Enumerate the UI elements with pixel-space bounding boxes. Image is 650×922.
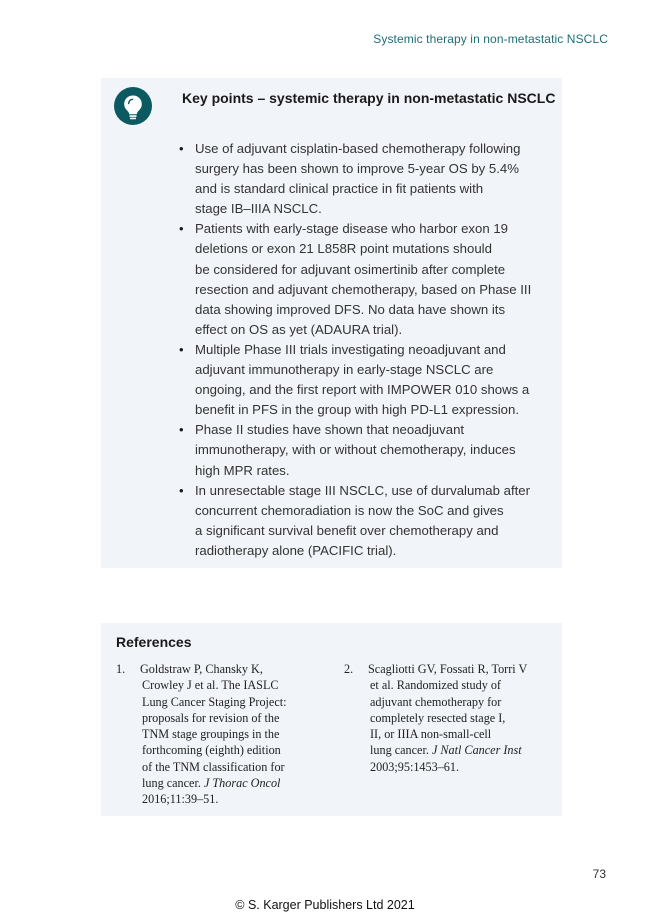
- key-points-box: [101, 78, 562, 568]
- key-point-line: Patients with early-stage disease who harbor exon 19: [195, 221, 509, 237]
- key-point-line: a significant survival benefit over chemotherapy and: [195, 522, 499, 538]
- bullet-dot: •: [179, 482, 184, 498]
- reference-text: [370, 661, 540, 775]
- key-point-line: be considered for adjuvant osimertinib after complete: [195, 261, 506, 277]
- reference-line: et al. Randomized study of: [370, 678, 501, 693]
- reference-line: of the TNM classification for: [142, 759, 285, 774]
- key-point-line: adjuvant immunotherapy in early-stage NSCLC are: [195, 362, 494, 378]
- key-point-line: Use of adjuvant cisplatin-based chemotherapy following: [195, 141, 521, 156]
- reference-line: Goldstraw P, Chansky K,: [140, 662, 263, 676]
- copyright-notice: © S. Karger Publishers Ltd 2021: [235, 898, 415, 912]
- reference-line: II, or IIIA non-small-cell: [370, 727, 492, 742]
- key-point-line: immunotherapy, with or without chemotherapy, induces: [195, 442, 516, 458]
- key-point-line: ongoing, and the first report with IMPOWER 010 shows a: [195, 382, 530, 398]
- bullet-dot: •: [179, 422, 184, 438]
- references-box: [101, 623, 562, 816]
- reference-line: TNM stage groupings in the: [142, 727, 280, 742]
- journal-name: J Natl Cancer Inst: [431, 743, 522, 758]
- reference-line: lung cancer.: [370, 743, 432, 758]
- key-point-line: surgery has been shown to improve 5-year OS by 5.4%: [195, 161, 519, 177]
- reference-line: Scagliotti GV, Fossati R, Torri V: [368, 662, 528, 676]
- key-point-line: and is standard clinical practice in fit patients with: [195, 181, 484, 197]
- lightbulb-icon: [114, 87, 152, 125]
- bullet-dot: •: [179, 341, 184, 357]
- page-number: 73: [592, 867, 606, 881]
- key-point-line: radiotherapy alone (PACIFIC trial).: [195, 542, 397, 558]
- key-point-line: benefit in PFS in the group with high PD-L1 expression.: [195, 402, 520, 418]
- bullet-dot: •: [179, 141, 184, 156]
- reference-line: [142, 775, 312, 791]
- key-point-line: stage IB–IIIA NSCLC.: [195, 201, 322, 217]
- reference-line: Lung Cancer Staging Project:: [142, 694, 287, 709]
- reference-line: adjuvant chemotherapy for: [370, 694, 502, 709]
- key-point-line: concurrent chemoradiation is now the SoC and gives: [195, 502, 504, 518]
- key-point-item: [179, 481, 549, 561]
- reference-line: forthcoming (eighth) edition: [142, 743, 281, 758]
- reference-citation: 2003;95:1453–61.: [370, 759, 460, 774]
- reference-text: [142, 661, 312, 808]
- key-points-title: Key points – systemic therapy in non-metastatic NSCLC: [182, 90, 556, 106]
- reference-line: lung cancer.: [142, 776, 204, 791]
- key-point-line: deletions or exon 21 L858R point mutations should: [195, 241, 492, 257]
- key-points-list: [179, 139, 549, 561]
- reference-line: [370, 742, 540, 758]
- reference-number: 1.: [116, 662, 126, 676]
- key-point-item: [179, 139, 549, 219]
- key-point-line: resection and adjuvant chemotherapy, based on Phase III: [195, 281, 532, 297]
- reference-line: completely resected stage I,: [370, 710, 506, 725]
- reference-citation: 2016;11:39–51.: [142, 792, 219, 807]
- references-title: References: [116, 634, 192, 650]
- journal-name: J Thorac Oncol: [203, 776, 281, 791]
- bullet-dot: •: [179, 221, 184, 237]
- key-point-line: Phase II studies have shown that neoadjuvant: [195, 422, 465, 438]
- key-point-line: Multiple Phase III trials investigating neoadjuvant and: [195, 341, 506, 357]
- running-head: Systemic therapy in non-metastatic NSCLC: [373, 32, 608, 46]
- key-point-line: In unresectable stage III NSCLC, use of durvalumab after: [195, 482, 530, 498]
- key-point-line: high MPR rates.: [195, 462, 290, 478]
- reference-line: Crowley J et al. The IASLC: [142, 678, 279, 693]
- key-point-item: [179, 340, 549, 420]
- reference-line: proposals for revision of the: [142, 710, 280, 725]
- key-point-line: effect on OS as yet (ADAURA trial).: [195, 321, 403, 337]
- reference-number: 2.: [344, 662, 354, 676]
- key-point-item: [179, 420, 549, 480]
- key-point-item: [179, 219, 549, 340]
- key-point-line: data showing improved DFS. No data have shown its: [195, 301, 506, 317]
